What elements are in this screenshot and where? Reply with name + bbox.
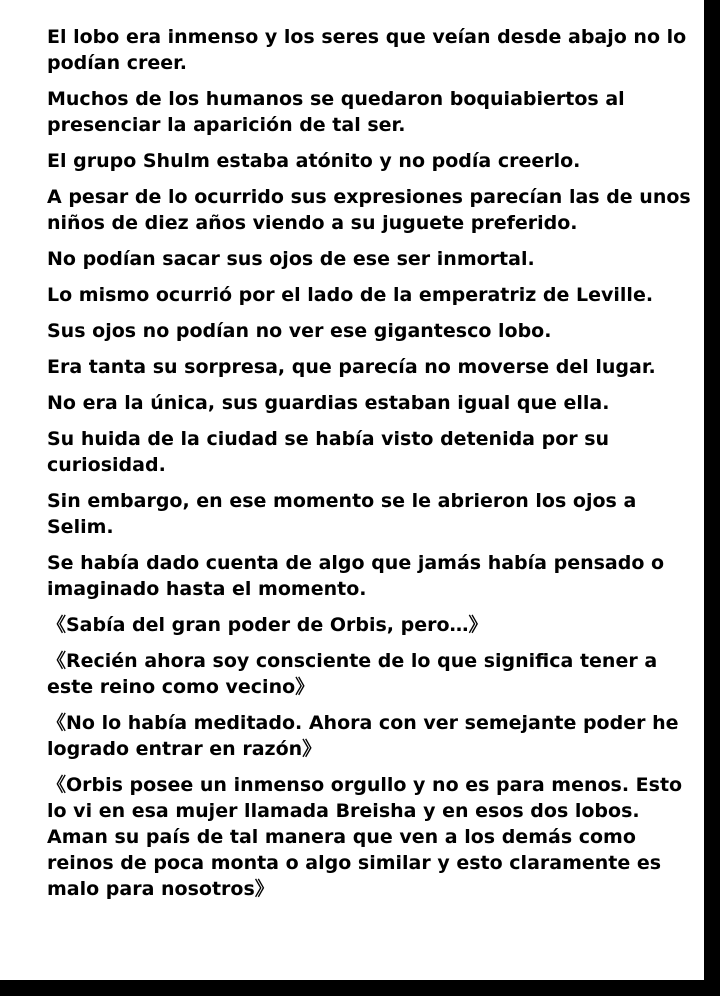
paragraph-10: Su huida de la ciudad se había visto detenida por su curiosidad.: [47, 428, 616, 476]
dialogue-3: 《No lo había meditado. Ahora con ver semejante poder he logrado entrar en razón》: [47, 712, 686, 760]
paragraph-9: No era la única, sus guardias estaban igual que ella.: [47, 392, 610, 414]
paragraph-8: Era tanta su sorpresa, que parecía no moverse del lugar.: [47, 356, 656, 378]
paragraph-12: Se había dado cuenta de algo que jamás había pensado o imaginado hasta el momento.: [47, 552, 671, 600]
paragraph-1: El lobo era inmenso y los seres que veían desde abajo no lo podían creer.: [47, 26, 693, 74]
paragraph-6: Lo mismo ocurrió por el lado de la emperatriz de Leville.: [47, 284, 654, 306]
paragraph-7: Sus ojos no podían no ver ese gigantesco lobo.: [47, 320, 552, 342]
paragraph-11: Sin embargo, en ese momento se le abrieron los ojos a Selim.: [47, 490, 643, 538]
paragraph-5: No podían sacar sus ojos de ese ser inmortal.: [47, 248, 535, 270]
paragraph-3: El grupo Shulm estaba atónito y no podía creerlo.: [47, 150, 581, 172]
paragraph-2: Muchos de los humanos se quedaron boquiabiertos al presenciar la aparición de tal ser.: [47, 88, 632, 136]
dialogue-1: 《Sabía del gran poder de Orbis, pero…》: [47, 614, 488, 636]
dialogue-4: 《Orbis posee un inmenso orgullo y no es para menos. Esto lo vi en esa mujer llamada Breisha y en esos dos lobos. Aman su país de tal manera que ven a los demás como reinos de poca monta o algo similar y esto claramente es malo para nosotros》: [47, 774, 689, 900]
paragraph-4: A pesar de lo ocurrido sus expresiones parecían las de unos niños de diez años viendo a su juguete preferido.: [47, 186, 698, 234]
dialogue-2: 《Recién ahora soy consciente de lo que significa tener a este reino como vecino》: [47, 650, 664, 698]
